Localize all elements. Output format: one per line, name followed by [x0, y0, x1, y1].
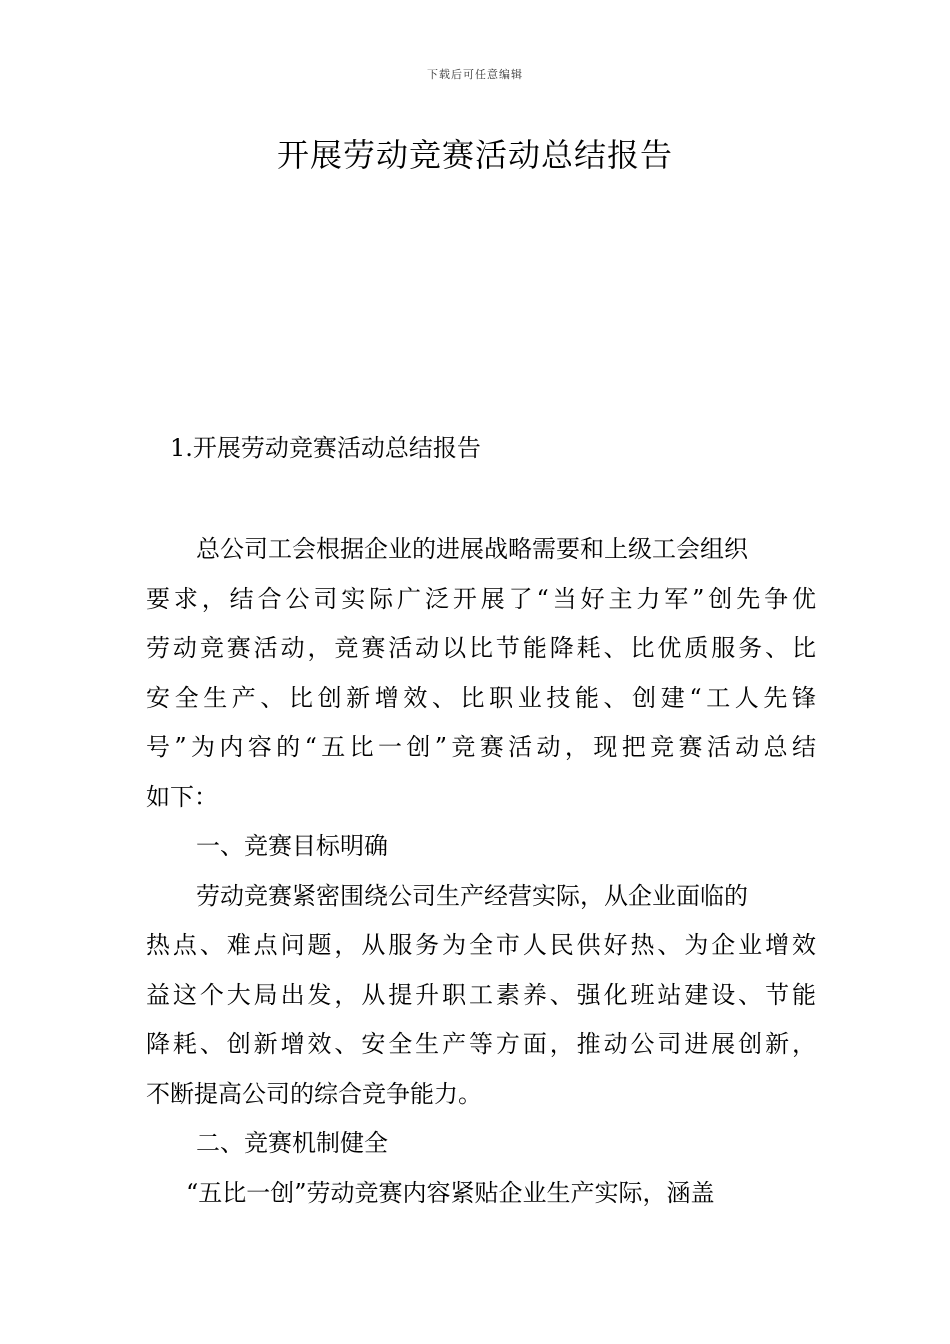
body-line: 热点、难点问题，从服务为全市人民供好热、为企业增效 — [146, 931, 816, 959]
body-line: 不断提高公司的综合竞争能力。 — [146, 1079, 482, 1108]
header-note: 下载后可任意编辑 — [427, 68, 523, 81]
body-line: 如下： — [146, 782, 218, 811]
body-text — [146, 525, 816, 1218]
body-line: 安全生产、比创新增效、比职业技能、创建“工人先锋 — [146, 683, 816, 712]
body-line: 总公司工会根据企业的进展战略需要和上级工会组织 — [196, 535, 748, 563]
body-line: “五比一创”劳动竞赛内容紧贴企业生产实际，涵盖 — [186, 1178, 715, 1207]
section-title: 1.开展劳动竞赛活动总结报告 — [170, 434, 481, 462]
body-line: 降耗、创新增效、安全生产等方面，推动公司进展创新， — [146, 1030, 816, 1058]
subheading: 二、竞赛机制健全 — [196, 1129, 388, 1157]
body-line: 要求，结合公司实际广泛开展了“当好主力军”创先争优 — [146, 584, 816, 613]
subheading: 一、竞赛目标明确 — [196, 832, 388, 860]
body-line: 益这个大局出发，从提升职工素养、强化班站建设、节能 — [146, 980, 816, 1009]
document-title: 开展劳动竞赛活动总结报告 — [276, 136, 673, 174]
body-line: 劳动竞赛活动，竞赛活动以比节能降耗、比优质服务、比 — [146, 634, 816, 662]
body-line: 号”为内容的“五比一创”竞赛活动，现把竞赛活动总结 — [146, 733, 816, 761]
body-line: 劳动竞赛紧密围绕公司生产经营实际，从企业面临的 — [196, 881, 748, 910]
